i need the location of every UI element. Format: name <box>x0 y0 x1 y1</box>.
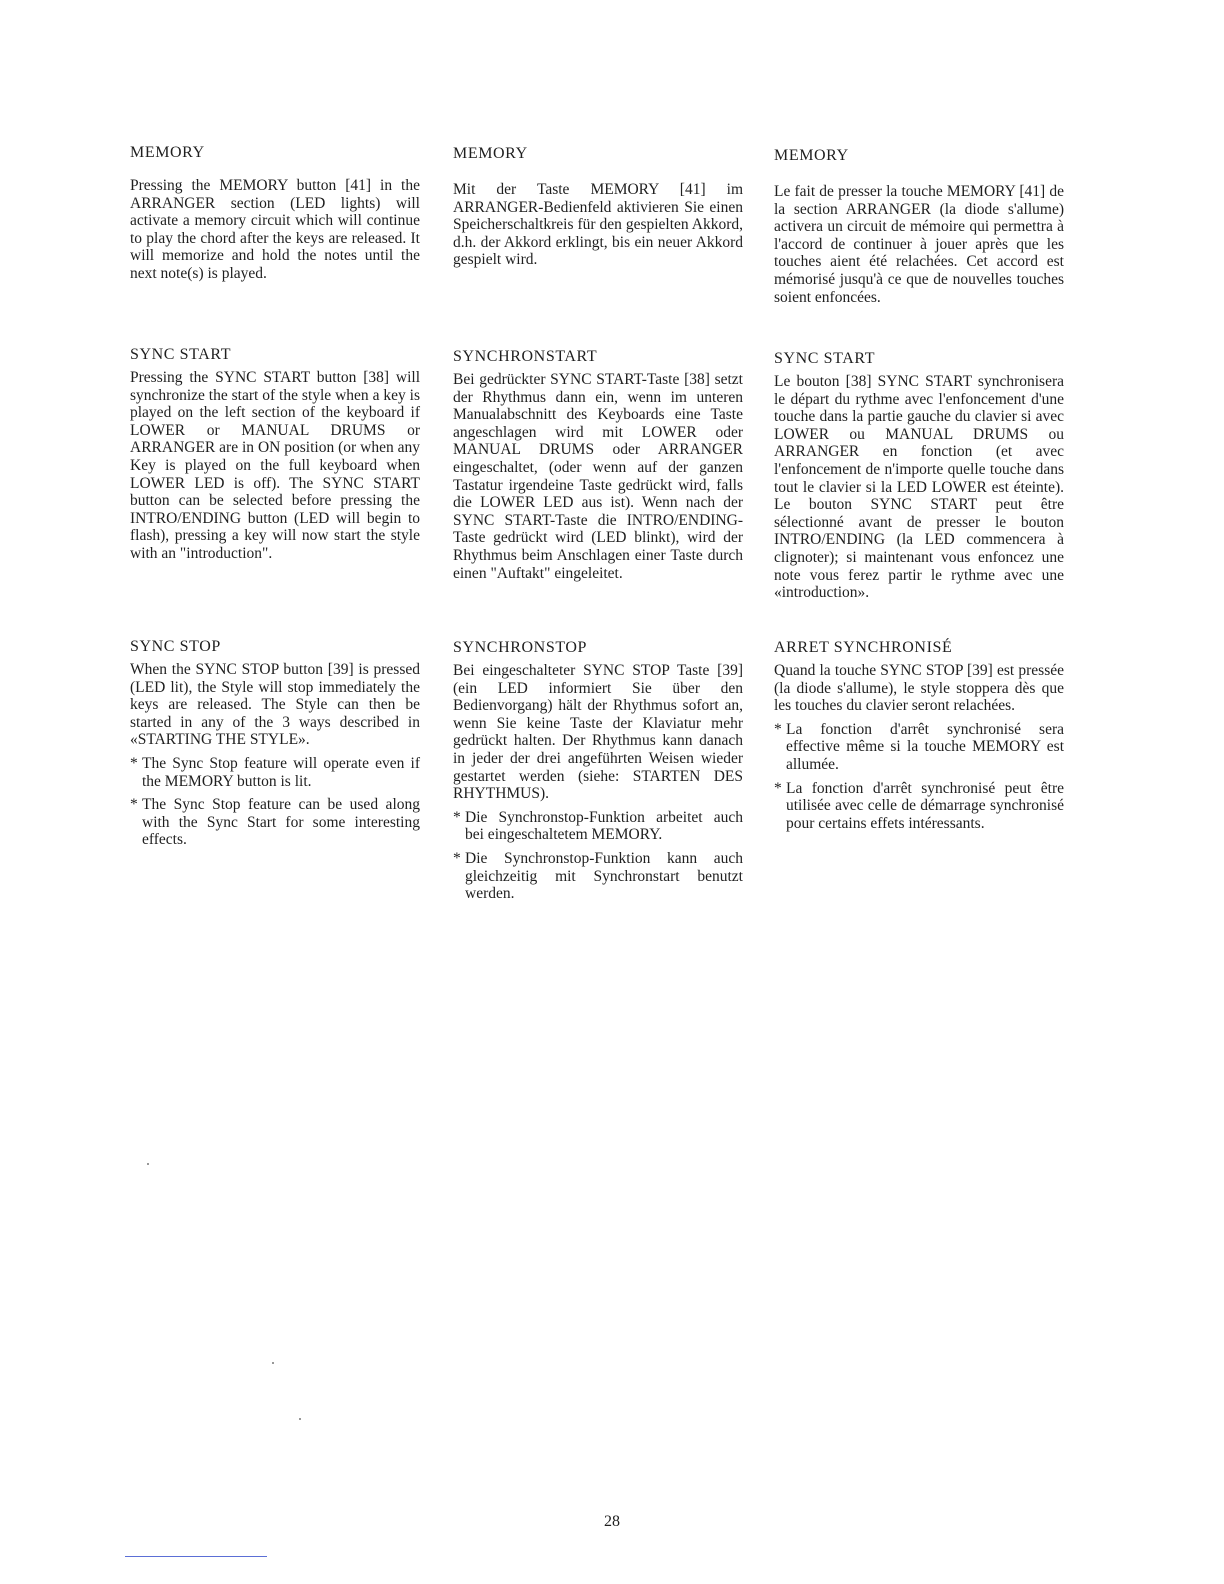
scan-speck <box>147 1163 149 1165</box>
section-paragraph: Pressing the MEMORY button [41] in the ARRANGER section (LED lights) will activate a memory circuit which will continue to play the chord after the keys are released. It will memorize and hold the notes until the next note(s) is played. <box>130 177 420 282</box>
section-synchronstart <box>453 347 743 582</box>
section-paragraph: Quand la touche SYNC STOP [39] est pressée (la diode s'allume), le style stoppera dès que les touches du clavier seront relachées. <box>774 662 1064 715</box>
scan-speck <box>272 1362 274 1364</box>
section-heading: SYNC START <box>774 350 876 367</box>
section-heading: SYNC STOP <box>130 638 221 655</box>
section-memory <box>130 143 420 283</box>
page-number: 28 <box>604 1513 620 1530</box>
scan-speck <box>299 1418 301 1420</box>
footer-rule <box>125 1556 267 1557</box>
footnote: * The Sync Stop feature will operate even if the MEMORY button is lit. <box>130 754 420 790</box>
section-memory <box>453 144 743 269</box>
footnote: * Die Synchronstop-Funktion kann auch gleichzeitig mit Synchronstart benutzt werden. <box>453 849 743 903</box>
section-paragraph: When the SYNC STOP button [39] is pressed (LED lit), the Style will stop immediately the keys are released. The Style can then be started in any of the 3 ways described in «STARTING THE STYLE». <box>130 661 420 749</box>
section-arret-synchronise <box>774 638 1064 832</box>
section-sync-start <box>130 345 420 563</box>
section-paragraph: Le bouton [38] SYNC START synchronisera le départ du rythme avec l'enfoncement d'une touche dans la partie gauche du clavier si avec LOWER ou MANUAL DRUMS ou ARRANGER en fonction (et avec l'enfoncement de n'importe quelle touche dans tout le clavier si la LED LOWER est éteinte). Le bouton SYNC START peut être sélectionné avant de presser le bouton INTRO/ENDING (la LED commencera à clignoter); si maintenant vous enfoncez une note vous ferez partir le rythme avec une «introduction». <box>774 373 1064 602</box>
section-heading: MEMORY <box>453 145 528 162</box>
section-heading: MEMORY <box>130 144 205 161</box>
section-paragraph: Bei eingeschalteter SYNC STOP Taste [39] (ein LED informiert Sie über den Bedienvorgang) hält der Rhythmus sofort an, wenn Sie keine Taste der Klaviatur mehr gedrückt halten. Der Rhythmus kann danach in jeder der drei angeführten Weisen wieder gestartet werden (siehe: STARTEN DES RHYTHMUS). <box>453 662 743 803</box>
section-sync-start <box>774 349 1064 602</box>
section-paragraph: Le fait de presser la touche MEMORY [41] de la section ARRANGER (la diode s'allume) activera un circuit de mémoire qui permettra à l'accord de continuer à jouer après que les touches aient été relachées. Cet accord est mémorisé jusqu'à ce que de nouvelles touches soient enfoncées. <box>774 183 1064 306</box>
footnote: * La fonction d'arrêt synchronisé sera effective même si la touche MEMORY est allumée. <box>774 720 1064 773</box>
footnote: * Die Synchronstop-Funktion arbeitet auch bei eingeschaltetem MEMORY. <box>453 808 743 844</box>
footnote: * La fonction d'arrêt synchronisé peut être utilisée avec celle de démarrage synchronisé pour certains effets intéressants. <box>774 779 1064 832</box>
section-paragraph: Mit der Taste MEMORY [41] im ARRANGER-Bedienfeld aktivieren Sie einen Speicherschaltkreis für den gespielten Akkord, d.h. der Akkord erklingt, bis ein neuer Akkord gespielt wird. <box>453 181 743 269</box>
section-heading: ARRET SYNCHRONISÉ <box>774 639 953 656</box>
section-heading: SYNC START <box>130 346 232 363</box>
section-heading: SYNCHRONSTART <box>453 348 598 365</box>
section-heading: MEMORY <box>774 147 849 164</box>
section-paragraph: Bei gedrückter SYNC START-Taste [38] setzt der Rhythmus dann ein, wenn im unteren Manualabschnitt des Keyboards eine Taste angeschlagen wird mit LOWER oder MANUAL DRUMS oder ARRANGER eingeschaltet, (oder wenn auf der ganzen Tastatur irgendeine Taste gedrückt wird, falls die LOWER LED aus ist). Wenn nach der SYNC START-Taste die INTRO/ENDING-Taste gedrückt wird (LED blinkt), wird der Rhythmus beim Anschlagen einer Taste durch einen "Auftakt" eingeleitet. <box>453 371 743 582</box>
section-heading: SYNCHRONSTOP <box>453 639 588 656</box>
section-synchronstop <box>453 638 743 903</box>
section-paragraph: Pressing the SYNC START button [38] will synchronize the start of the style when a key is played on the left section of the keyboard if LOWER or MANUAL DRUMS or ARRANGER are in ON position (or when any Key is played on the full keyboard when LOWER LED is off). The SYNC START button can be selected before pressing the INTRO/ENDING button (LED will begin to flash), pressing a key will now start the style with an "introduction". <box>130 369 420 562</box>
footnote: * The Sync Stop feature can be used along with the Sync Start for some interesting effects. <box>130 796 420 849</box>
section-sync-stop <box>130 637 420 849</box>
section-memory <box>774 146 1064 306</box>
